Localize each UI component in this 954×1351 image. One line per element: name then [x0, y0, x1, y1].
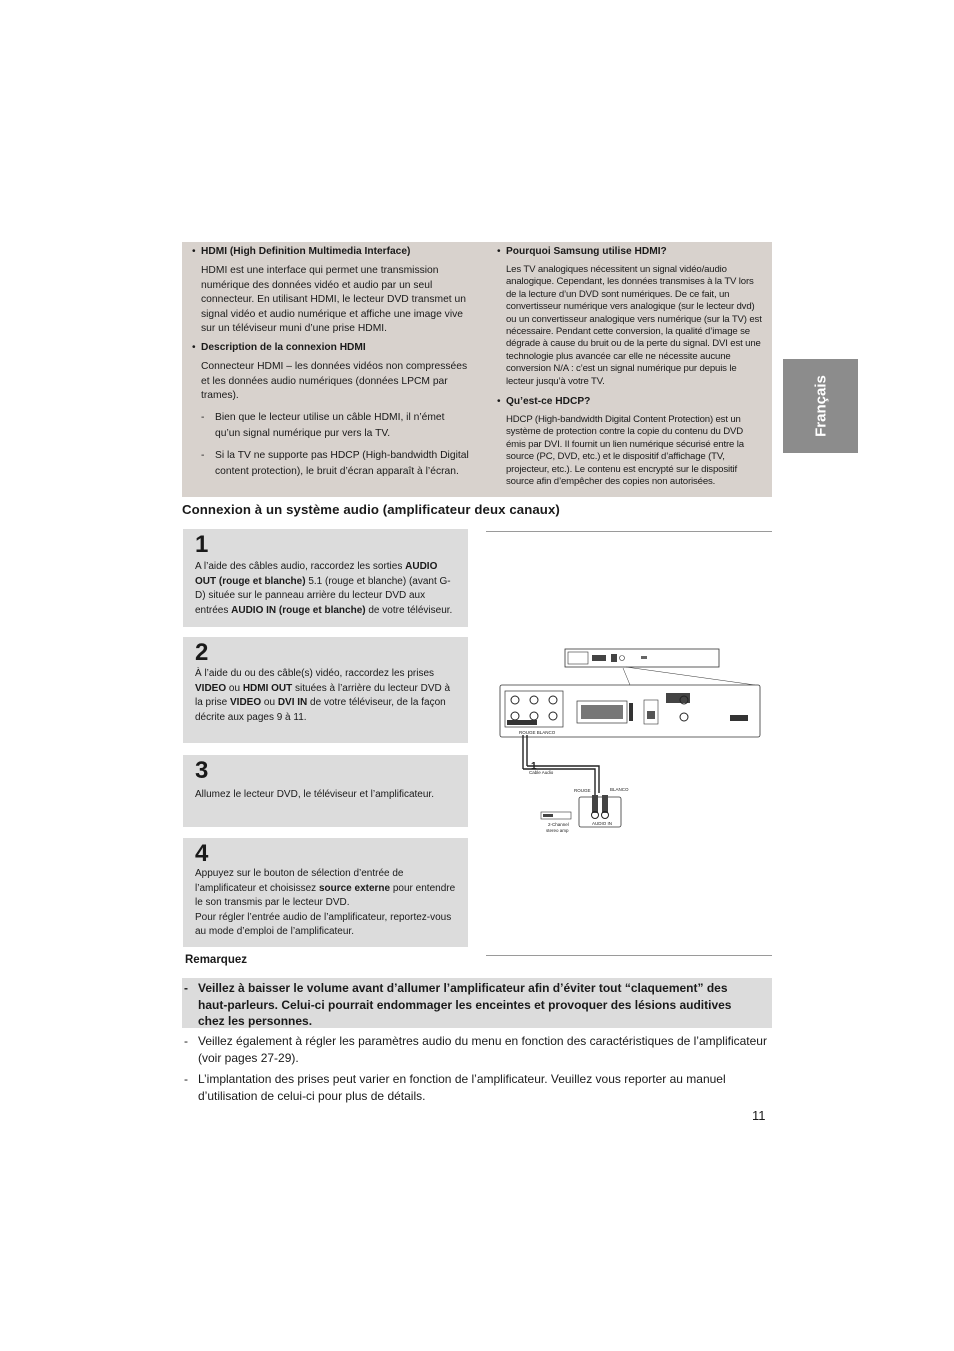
language-tab-label: Français	[812, 375, 829, 437]
hdmi-heading: • HDMI (High Definition Multimedia Interface)	[192, 245, 470, 258]
remarks-title: Remarquez	[185, 954, 247, 966]
rear-jack-label: ROUGE BLANCO	[519, 730, 556, 735]
connection-diagram	[495, 645, 765, 840]
rouge-label: ROUGE	[574, 788, 591, 793]
page-number: 11	[752, 1108, 766, 1123]
dvd-player-icon	[565, 649, 755, 685]
step-number: 1	[195, 531, 209, 558]
step-number: 2	[195, 639, 209, 666]
step-text: À l’aide du ou des câble(s) vidéo, raccordez les prises VIDEO ou HDMI OUT situées à l’arrière du lecteur DVD à la prise VIDEO ou DVI IN de votre téléviseur, de la façon décrite aux pages 9 à 11.	[195, 668, 451, 723]
divider-top	[486, 531, 772, 532]
hdmi-text: HDMI est une interface qui permet une transmission numérique des données vidéo et audio par un seul connecteur. En utilisant HDMI, le lecteur DVD transmet un signal vidéo et audio numérique et affiche une image vive sur un téléviseur muni d’une prise HDMI.	[201, 265, 466, 335]
step-2	[183, 637, 468, 743]
warning-item: - Veillez à baisser le volume avant d’allumer l’amplificateur afin d’éviter tout “claquement” des haut-parleurs. Celui-ci pourrait endommager les enceintes et provoquer des lésions auditives chez les personnes.	[182, 980, 757, 1030]
amp-label-1: 2-Channel	[548, 822, 569, 827]
hdcp-heading: • Qu’est-ce HDCP?	[497, 395, 765, 408]
desc-heading: • Description de la connexion HDMI	[192, 341, 470, 354]
desc-text: Connecteur HDMI – les données vidéos non compressées et les données audio numériques (données LPCM par trames).	[201, 360, 468, 402]
note-2: - L’implantation des prises peut varier en fonction de l’amplificateur. Veuillez vous reporter au manuel d’utilisation de celui-ci pour plus de détails.	[182, 1071, 774, 1104]
note-2-text: L’implantation des prises peut varier en fonction de l’amplificateur. Veuillez vous reporter au manuel d’utilisation de celui-ci pour plus de détails.	[198, 1072, 726, 1103]
amp-label-2: stereo amp	[546, 828, 569, 833]
hdmi-note-1: - Bien que le lecteur utilise un câble HDMI, il n’émet qu’un signal numérique pur vers la TV.	[192, 410, 470, 442]
warning-box	[182, 978, 772, 1028]
step-1	[183, 529, 468, 627]
blanco-label: BLANCO	[610, 787, 629, 792]
why-hdmi-text: Les TV analogiques nécessitent un signal vidéo/audio analogique. Cependant, les données transmises à la TV lors de la lecture d’un DVD sont numériques. De ce fait, un convertisseur numérique vers analogique (sur le lecteur dvd) ou un convertisseur analogique vers numérique (sur la TV) est nécessaire. Pendant cette conversion, la qualité d’image se dégrade à cause du bruit ou de la perte du signal. DVI est une technologie plus avancée car elle ne nécessite aucune conversion N/A : c’est un signal numérique pur depuis le lecteur jusqu’à votre TV.	[506, 264, 762, 387]
step-4	[183, 838, 468, 947]
divider-bottom	[486, 955, 772, 956]
hdmi-info-box	[182, 242, 772, 497]
step-number: 4	[195, 840, 209, 867]
warning-text: Veillez à baisser le volume avant d’allumer l’amplificateur afin d’éviter tout “claquement” des haut-parleurs. Celui-ci pourrait endommager les enceintes et provoquer des lésions auditives chez les personnes.	[198, 981, 732, 1028]
hdcp-text: HDCP (High-bandwidth Digital Content Protection) est un système de protection contre la copie du contenu du DVD émis par DVI. Il fournit un lien numérique sécurisé entre la source (PC, DVD, etc.) et le dispositif d’affichage (TV, projecteur, etc.). Le contenu est encrypté sur le dispositif source afin d’empêcher des copies non autorisées.	[506, 414, 744, 488]
note-1-text: Veillez également à régler les paramètres audio du menu en fonction des caractéristiques de l’amplificateur (voir pages 27-29).	[198, 1034, 767, 1065]
why-hdmi-heading: • Pourquoi Samsung utilise HDMI?	[497, 245, 765, 258]
step-text: Appuyez sur le bouton de sélection d’entrée de l’amplificateur et choisissez source externe pour entendre le son transmis par le lecteur DVD. Pour régler l’entrée audio de l’amplificateur, reportez-vous au mode d’emploi de l’amplificateur.	[195, 868, 456, 938]
section-title: Connexion à un système audio (amplificateur deux canaux)	[182, 502, 560, 517]
step-text: A l’aide des câbles audio, raccordez les sorties AUDIO OUT (rouge et blanche) 5.1 (rouge et blanche) (avant G-D) située sur le panneau arrière du lecteur DVD aux entrées AUDIO IN (rouge et blanche) de votre téléviseur.	[195, 561, 453, 616]
info-left-column	[192, 242, 470, 480]
hdmi-note-2: - Si la TV ne supporte pas HDCP (High-bandwidth Digital content protection), le bruit d’écran apparaît à l’écran.	[192, 448, 470, 480]
audio-in-label: AUDIO IN	[592, 821, 613, 826]
step-3	[183, 755, 468, 827]
info-right-column	[497, 242, 765, 489]
language-tab	[783, 359, 858, 453]
note-1: - Veillez également à régler les paramètres audio du menu en fonction des caractéristiques de l’amplificateur (voir pages 27-29).	[182, 1033, 774, 1066]
step-number: 3	[195, 757, 209, 784]
step-text: Allumez le lecteur DVD, le téléviseur et l’amplificateur.	[195, 789, 434, 800]
cable-label: Cable Audio	[529, 770, 554, 775]
step-1-callout: 1	[531, 761, 537, 772]
